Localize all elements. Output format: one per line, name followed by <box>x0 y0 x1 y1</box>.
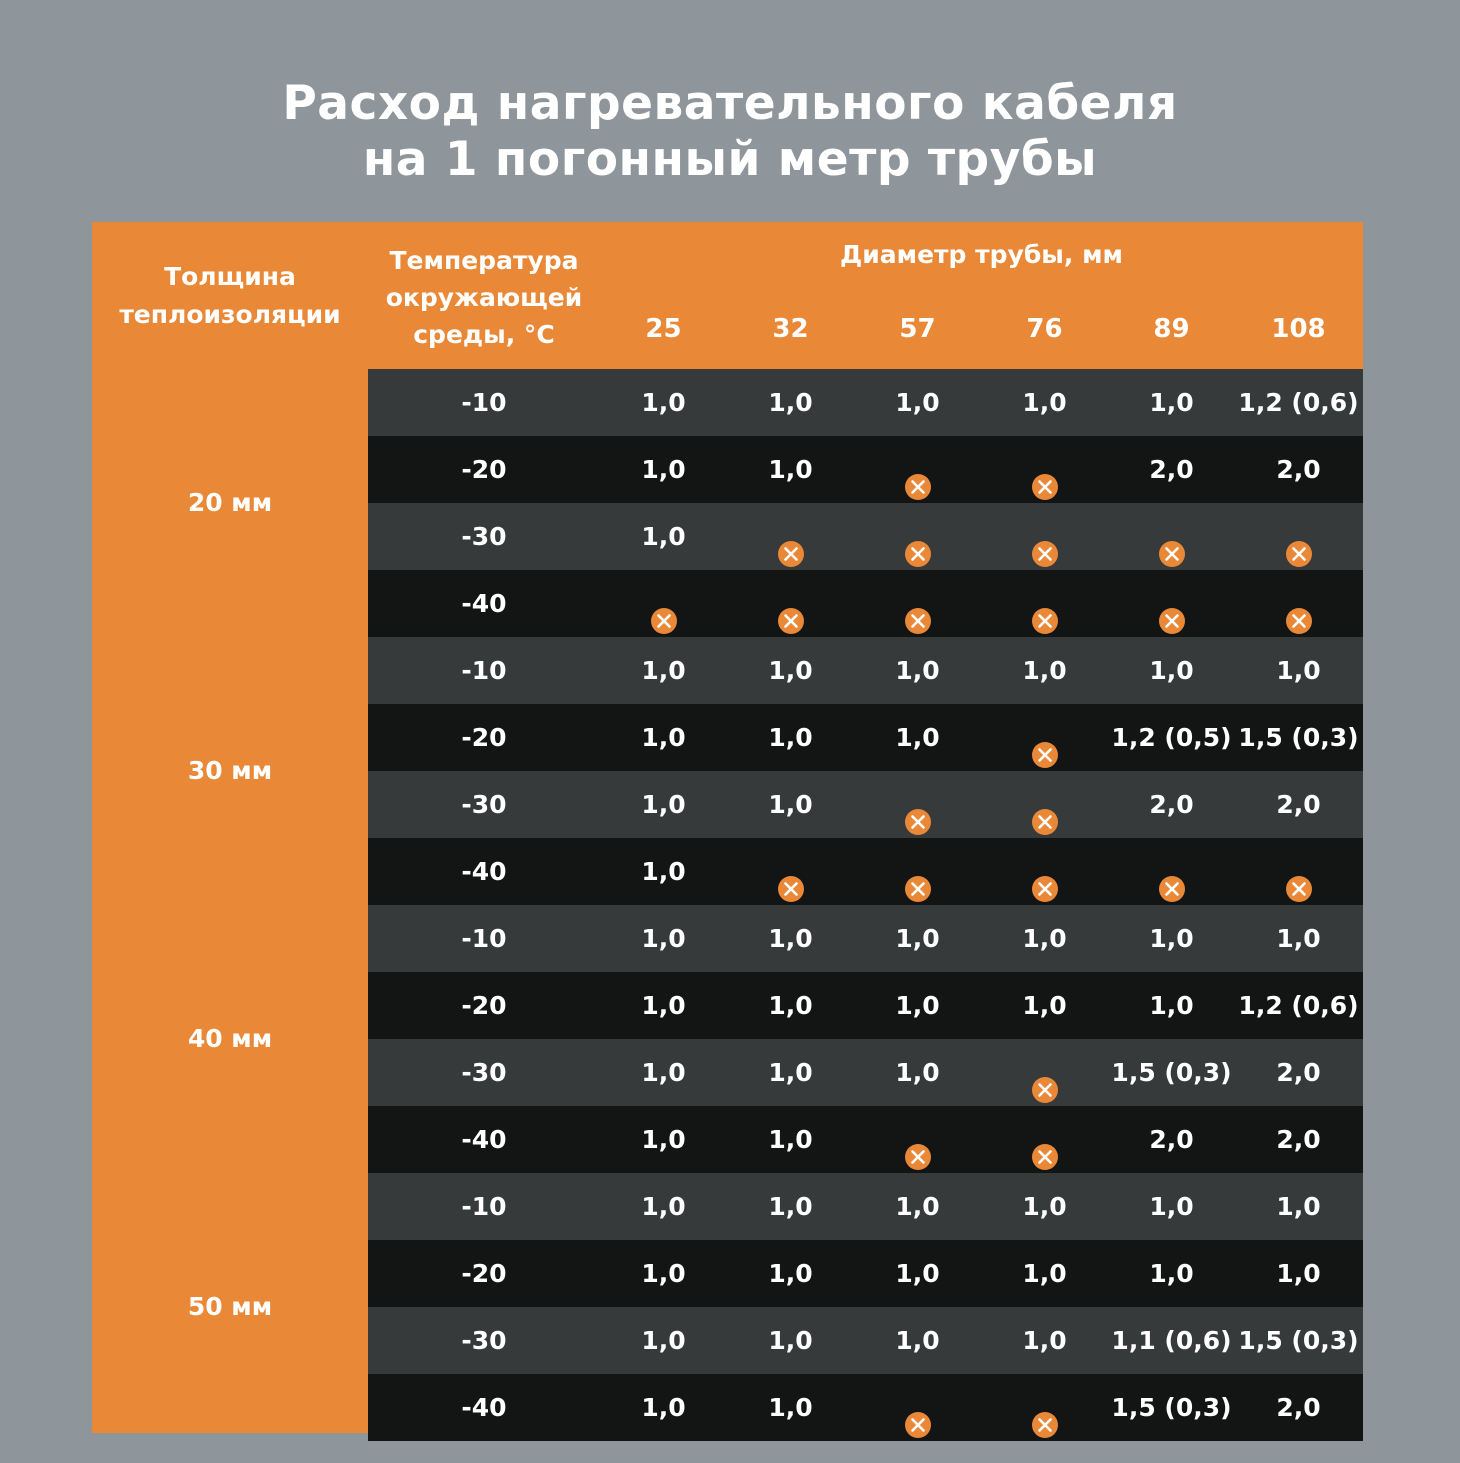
not-available-cell <box>854 838 981 905</box>
value-cell: 1,5 (0,3) <box>1238 1326 1359 1355</box>
not-available-cell <box>854 1106 981 1173</box>
value-cell: 1,0 <box>641 991 686 1020</box>
value-cell: 1,0 <box>1149 656 1194 685</box>
value-cell: 1,0 <box>895 1192 940 1221</box>
temperature-cell: -40 <box>461 857 507 886</box>
value-cell: 1,0 <box>768 455 813 484</box>
value-cell: 1,0 <box>1022 656 1067 685</box>
value-cell: 2,0 <box>1276 790 1321 819</box>
diameter-header: Диаметр трубы, мм <box>840 240 1123 269</box>
not-available-cell <box>981 838 1108 905</box>
not-available-cell <box>1108 503 1235 570</box>
value-cell: 1,2 (0,6) <box>1238 388 1359 417</box>
value-cell: 1,5 (0,3) <box>1111 1058 1232 1087</box>
value-cell: 1,0 <box>895 656 940 685</box>
not-available-cell <box>600 570 727 637</box>
table-row <box>368 704 1363 771</box>
value-cell: 1,0 <box>641 656 686 685</box>
value-cell: 1,0 <box>1149 991 1194 1020</box>
insulation-label: 40 мм <box>187 1024 273 1053</box>
table-row <box>368 1039 1363 1106</box>
value-cell: 1,0 <box>895 723 940 752</box>
cross-circle-icon <box>651 592 677 618</box>
diameter-57: 57 <box>899 314 936 344</box>
not-available-cell <box>981 1039 1108 1106</box>
cross-circle-icon <box>1159 860 1185 886</box>
table-row <box>368 905 1363 972</box>
value-cell: 1,0 <box>1149 1259 1194 1288</box>
not-available-cell <box>1235 838 1362 905</box>
not-available-cell <box>727 838 854 905</box>
temperature-cell: -10 <box>461 924 507 953</box>
temperature-cell: -40 <box>461 1393 507 1422</box>
temperature-cell: -40 <box>461 1125 507 1154</box>
value-cell: 1,0 <box>641 790 686 819</box>
value-cell: 1,0 <box>641 388 686 417</box>
table-row <box>368 972 1363 1039</box>
cross-circle-icon <box>1032 525 1058 551</box>
value-cell: 1,0 <box>895 1326 940 1355</box>
table-header <box>368 222 1363 369</box>
diameter-25: 25 <box>645 314 682 344</box>
value-cell: 1,2 (0,6) <box>1238 991 1359 1020</box>
table-row <box>368 838 1363 905</box>
cross-circle-icon <box>1032 1061 1058 1087</box>
title-line-1: Расход нагревательного кабеля <box>282 76 1178 131</box>
not-available-cell <box>727 503 854 570</box>
not-available-cell <box>981 704 1108 771</box>
cross-circle-icon <box>1286 592 1312 618</box>
cross-circle-icon <box>1032 458 1058 484</box>
cross-circle-icon <box>1032 1128 1058 1154</box>
not-available-cell <box>981 436 1108 503</box>
value-cell: 1,0 <box>768 1192 813 1221</box>
value-cell: 2,0 <box>1276 1393 1321 1422</box>
temperature-cell: -20 <box>461 455 507 484</box>
temperature-cell: -30 <box>461 790 507 819</box>
value-cell: 1,0 <box>1149 388 1194 417</box>
table-row <box>368 1240 1363 1307</box>
insulation-label: 20 мм <box>187 488 273 517</box>
value-cell: 1,0 <box>768 790 813 819</box>
value-cell: 1,0 <box>641 1326 686 1355</box>
table-row <box>368 1106 1363 1173</box>
value-cell: 2,0 <box>1149 790 1194 819</box>
value-cell: 2,0 <box>1149 1125 1194 1154</box>
value-cell: 1,0 <box>641 522 686 551</box>
not-available-cell <box>854 503 981 570</box>
temperature-cell: -10 <box>461 656 507 685</box>
not-available-cell <box>727 570 854 637</box>
value-cell: 1,0 <box>895 388 940 417</box>
value-cell: 1,0 <box>768 1326 813 1355</box>
value-cell: 1,0 <box>1276 1192 1321 1221</box>
cross-circle-icon <box>905 458 931 484</box>
cross-circle-icon <box>1032 726 1058 752</box>
value-cell: 1,0 <box>768 1125 813 1154</box>
cable-consumption-table <box>92 222 1363 1433</box>
temperature-cell: -30 <box>461 522 507 551</box>
value-cell: 1,0 <box>768 924 813 953</box>
not-available-cell <box>854 771 981 838</box>
cross-circle-icon <box>1032 592 1058 618</box>
temperature-cell: -20 <box>461 1259 507 1288</box>
value-cell: 1,0 <box>641 455 686 484</box>
value-cell: 1,0 <box>641 1058 686 1087</box>
value-cell: 1,0 <box>641 1259 686 1288</box>
not-available-cell <box>1235 570 1362 637</box>
not-available-cell <box>981 503 1108 570</box>
value-cell: 1,0 <box>768 723 813 752</box>
cross-circle-icon <box>905 592 931 618</box>
temperature-cell: -20 <box>461 723 507 752</box>
table-row <box>368 503 1363 570</box>
value-cell: 1,0 <box>641 1393 686 1422</box>
diameter-108: 108 <box>1271 314 1326 344</box>
cross-circle-icon <box>905 793 931 819</box>
value-cell: 1,0 <box>768 388 813 417</box>
diameter-76: 76 <box>1026 314 1063 344</box>
value-cell: 1,5 (0,3) <box>1111 1393 1232 1422</box>
value-cell: 1,0 <box>641 723 686 752</box>
temperature-header: Температура окружающей среды, °С <box>385 246 583 349</box>
cross-circle-icon <box>778 592 804 618</box>
not-available-cell <box>981 771 1108 838</box>
table-row <box>368 570 1363 637</box>
diameter-32: 32 <box>772 314 809 344</box>
value-cell: 1,0 <box>1022 388 1067 417</box>
value-cell: 2,0 <box>1276 1058 1321 1087</box>
page-title <box>0 76 1460 188</box>
value-cell: 1,0 <box>1276 924 1321 953</box>
table-row <box>368 1374 1363 1441</box>
temperature-cell: -30 <box>461 1058 507 1087</box>
value-cell: 1,0 <box>1022 991 1067 1020</box>
diameter-89: 89 <box>1153 314 1190 344</box>
insulation-label: 30 мм <box>187 756 273 785</box>
not-available-cell <box>981 1106 1108 1173</box>
value-cell: 1,0 <box>1022 924 1067 953</box>
not-available-cell <box>854 1374 981 1441</box>
not-available-cell <box>1235 503 1362 570</box>
value-cell: 1,1 (0,6) <box>1111 1326 1232 1355</box>
table-row <box>368 436 1363 503</box>
value-cell: 2,0 <box>1276 1125 1321 1154</box>
not-available-cell <box>981 570 1108 637</box>
not-available-cell <box>854 570 981 637</box>
not-available-cell <box>981 1374 1108 1441</box>
cross-circle-icon <box>778 860 804 886</box>
value-cell: 1,0 <box>895 924 940 953</box>
value-cell: 1,0 <box>768 1393 813 1422</box>
value-cell: 1,0 <box>768 656 813 685</box>
value-cell: 1,0 <box>641 857 686 886</box>
not-available-cell <box>1108 838 1235 905</box>
cross-circle-icon <box>1159 592 1185 618</box>
table-row <box>368 369 1363 436</box>
not-available-cell <box>854 436 981 503</box>
insulation-label: 50 мм <box>187 1292 273 1321</box>
not-available-cell <box>1108 570 1235 637</box>
temperature-cell: -10 <box>461 388 507 417</box>
value-cell: 2,0 <box>1276 455 1321 484</box>
value-cell: 1,0 <box>1022 1259 1067 1288</box>
value-cell: 1,0 <box>768 991 813 1020</box>
temperature-cell: -10 <box>461 1192 507 1221</box>
insulation-header: Толщина теплоизоляции <box>119 262 341 329</box>
cross-circle-icon <box>1159 525 1185 551</box>
value-cell: 1,0 <box>768 1058 813 1087</box>
value-cell: 1,0 <box>895 1259 940 1288</box>
value-cell: 1,0 <box>641 1125 686 1154</box>
value-cell: 1,0 <box>641 1192 686 1221</box>
value-cell: 1,0 <box>1149 1192 1194 1221</box>
insulation-column <box>92 222 368 1433</box>
table-row <box>368 1173 1363 1240</box>
table-row <box>368 637 1363 704</box>
cross-circle-icon <box>1286 525 1312 551</box>
title-line-2: на 1 погонный метр трубы <box>362 132 1098 187</box>
value-cell: 1,0 <box>768 1259 813 1288</box>
value-cell: 1,0 <box>1022 1326 1067 1355</box>
value-cell: 1,0 <box>641 924 686 953</box>
cross-circle-icon <box>905 525 931 551</box>
value-cell: 1,2 (0,5) <box>1111 723 1232 752</box>
value-cell: 1,5 (0,3) <box>1238 723 1359 752</box>
value-cell: 1,0 <box>895 1058 940 1087</box>
cross-circle-icon <box>1032 1396 1058 1422</box>
temperature-cell: -30 <box>461 1326 507 1355</box>
value-cell: 1,0 <box>895 991 940 1020</box>
cross-circle-icon <box>1032 793 1058 819</box>
cross-circle-icon <box>1286 860 1312 886</box>
value-cell: 2,0 <box>1149 455 1194 484</box>
value-cell: 1,0 <box>1149 924 1194 953</box>
value-cell: 1,0 <box>1276 1259 1321 1288</box>
temperature-cell: -20 <box>461 991 507 1020</box>
cross-circle-icon <box>905 860 931 886</box>
value-cell: 1,0 <box>1276 656 1321 685</box>
value-cell: 1,0 <box>1022 1192 1067 1221</box>
table-row <box>368 1307 1363 1374</box>
cross-circle-icon <box>905 1396 931 1422</box>
cross-circle-icon <box>905 1128 931 1154</box>
table-row <box>368 771 1363 838</box>
cross-circle-icon <box>1032 860 1058 886</box>
temperature-cell: -40 <box>461 589 507 618</box>
cross-circle-icon <box>778 525 804 551</box>
